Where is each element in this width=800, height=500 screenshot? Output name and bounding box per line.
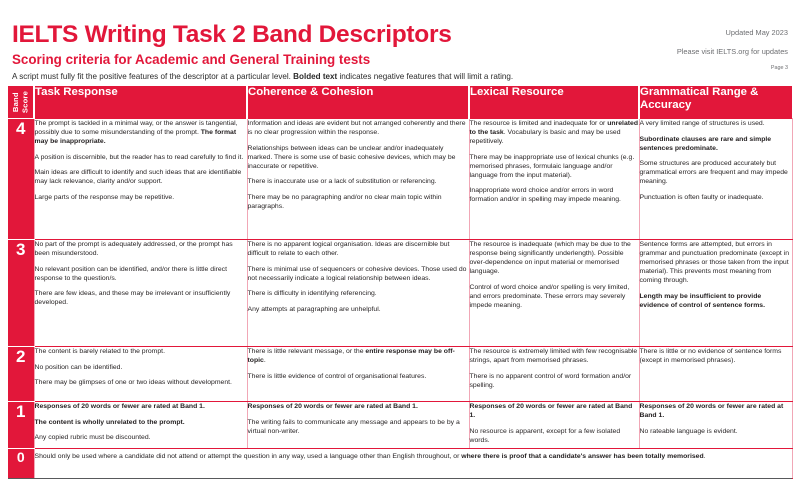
descriptor-text: There is difficulty in identifying referencing. [247, 290, 377, 298]
table-row [8, 449, 792, 479]
band-score-cell: 2 [8, 347, 34, 402]
descriptor-paragraph [248, 402, 469, 411]
descriptor-text: Punctuation is often faulty or inadequate. [639, 193, 764, 201]
descriptor-paragraph [248, 372, 469, 381]
descriptor-text: There may be inappropriate use of lexical chunks (e.g. memorised phrases, formulaic language and/or language from the input material). [469, 153, 635, 179]
descriptor-text: No relevant position can be identified, and/or there is little direct response to the question/s. [34, 265, 227, 282]
descriptor-paragraph [470, 402, 639, 420]
descriptor-text: The content is barely related to the prompt. [34, 348, 165, 355]
descriptor-cell-task-response [34, 119, 247, 240]
descriptor-paragraph [470, 372, 639, 390]
band-descriptors-table-wrap [8, 86, 792, 479]
descriptor-paragraph [248, 240, 469, 258]
band-score-cell: 4 [8, 119, 34, 240]
descriptor-cell-lexical-resource [469, 240, 639, 347]
descriptor-paragraph [640, 119, 792, 128]
descriptor-paragraph [35, 433, 247, 442]
descriptor-bold-text: Responses of 20 words or fewer are rated at Band 1. [639, 403, 784, 420]
descriptor-cell-task-response [34, 347, 247, 402]
descriptor-text: Control of word choice and/or spelling is very limited, and errors predominate. These errors may severely impede meaning. [469, 283, 630, 309]
descriptor-paragraph [35, 289, 247, 307]
descriptor-text: Information and ideas are evident but not arranged coherently and there is no clear progression within the response. [247, 120, 466, 137]
descriptor-bold-text: Length may be insufficient to provide evidence of control of sentence forms. [639, 292, 765, 309]
descriptor-paragraph [640, 402, 792, 420]
descriptor-text: A position is discernible, but the reader has to read carefully to find it. [34, 153, 244, 161]
page-number: Page 3 [770, 65, 788, 72]
descriptor-paragraph [248, 347, 469, 365]
descriptor-cell-task-response [34, 240, 247, 347]
descriptor-paragraph [35, 418, 247, 427]
descriptor-text: Large parts of the response may be repetitive. [34, 193, 175, 201]
descriptor-cell-grammatical-range [639, 402, 792, 449]
descriptor-text: There are few ideas, and these may be irrelevant or insufficiently developed. [34, 290, 231, 307]
band-score-cell: 0 [8, 449, 34, 479]
descriptor-bold-text: Subordinate clauses are rare and simple sentences predominate. [639, 135, 772, 152]
footer-rule [8, 478, 792, 479]
descriptor-text: There may be glimpses of one or two ideas without development. [34, 379, 232, 387]
descriptor-text: Main ideas are difficult to identify and such ideas that are identifiable may lack relevance, clarity and/or support. [34, 169, 242, 186]
descriptor-paragraph [35, 240, 247, 258]
descriptor-text: The writing fails to communicate any message and appears to be by a virtual non-writer. [247, 418, 460, 435]
descriptor-paragraph [35, 347, 247, 356]
descriptor-text: The resource is limited and inadequate for or [469, 120, 608, 127]
column-header-lexical-resource: Lexical Resource [469, 86, 639, 119]
descriptor-text: Any copied rubric must be discounted. [34, 434, 151, 442]
document-header [0, 0, 800, 82]
descriptor-bold-text: Responses of 20 words or fewer are rated at Band 1. [469, 403, 633, 420]
descriptor-paragraph [470, 186, 639, 204]
table-header-row [8, 86, 792, 119]
descriptor-text: There is no apparent logical organisation. Ideas are discernible but difficult to relate to each other. [247, 241, 450, 258]
descriptor-bold-text: unrelated to the task [469, 120, 639, 137]
descriptor-paragraph [248, 289, 469, 298]
descriptor-paragraph [640, 427, 792, 436]
descriptor-paragraph [248, 265, 469, 283]
descriptor-text: A very limited range of structures is used. [639, 120, 765, 127]
column-header-coherence-cohesion: Coherence & Cohesion [247, 86, 469, 119]
descriptor-paragraph [470, 347, 639, 365]
descriptor-text: Should only be used where a candidate did not attend or attempt the question in any way, used a language other than English throughout, or [34, 453, 462, 460]
descriptor-paragraph [35, 378, 247, 387]
updated-date: Updated May 2023 [725, 28, 788, 37]
descriptor-paragraph [248, 177, 469, 186]
descriptor-cell-grammatical-range [639, 347, 792, 402]
descriptor-paragraph [35, 119, 247, 146]
page-subtitle: Scoring criteria for Academic and General Training tests [12, 51, 371, 67]
descriptor-text: Sentence forms are attempted, but errors in grammar and punctuation predominate (except in memorised phrases or those taken from the input material). This prevents most meaning from coming through. [639, 241, 790, 285]
descriptor-paragraph [35, 153, 247, 162]
descriptor-text: The resource is inadequate (which may be due to the response being significantly underlength). Possible over-dependence on input material or memorised language. [469, 241, 631, 276]
descriptor-paragraph [640, 347, 792, 365]
descriptor-paragraph [640, 159, 792, 186]
descriptor-cell-coherence-cohesion [247, 119, 469, 240]
descriptor-paragraph [35, 168, 247, 186]
descriptor-text: Any attempts at paragraphing are unhelpful. [247, 305, 381, 313]
table-row [8, 347, 792, 402]
descriptor-paragraph [35, 452, 792, 461]
descriptor-bold-text: The format may be inappropriate. [34, 129, 237, 146]
descriptor-text: No rateable language is evident. [639, 427, 738, 435]
descriptor-text: Some structures are produced accurately but grammatical errors are frequent and may impede meaning. [639, 160, 788, 186]
band-head-line2: Score [20, 90, 30, 114]
descriptor-text: There is little relevant message, or the [247, 348, 366, 355]
descriptor-text: Inappropriate word choice and/or errors in word formation and/or in spelling may impede meaning. [469, 187, 621, 204]
page-title: IELTS Writing Task 2 Band Descriptors [12, 21, 452, 48]
descriptor-cell-grammatical-range [639, 240, 792, 347]
descriptor-text: No position can be identified. [34, 363, 123, 371]
descriptor-text: There is inaccurate use or a lack of substitution or referencing. [247, 178, 437, 186]
bolded-text-note [12, 72, 788, 82]
descriptor-cell-coherence-cohesion [247, 402, 469, 449]
descriptor-cell-grammatical-range [639, 119, 792, 240]
descriptor-paragraph [640, 193, 792, 202]
band-head-line1: Band [11, 92, 21, 112]
descriptor-cell-lexical-resource [469, 347, 639, 402]
descriptor-bold-text: Responses of 20 words or fewer are rated at Band 1. [34, 403, 205, 410]
descriptor-paragraph [248, 144, 469, 171]
descriptor-text: There is minimal use of sequencers or cohesive devices. Those used do not necessarily indicate a logical relationship between ideas. [247, 265, 467, 282]
descriptor-text: The resource is extremely limited with few recognisable strings, apart from memorised phrases. [469, 348, 638, 365]
column-header-grammatical-range: Grammatical Range & Accuracy [639, 86, 792, 119]
table-row [8, 240, 792, 347]
descriptor-text: No part of the prompt is adequately addressed, or the prompt has been misunderstood. [34, 241, 233, 258]
band-score-cell: 1 [8, 402, 34, 449]
descriptor-text: There is little or no evidence of sentence forms (except in memorised phrases). [639, 348, 782, 365]
band-score-cell: 3 [8, 240, 34, 347]
descriptor-paragraph [640, 240, 792, 285]
descriptor-bold-text: where there is proof that a candidate's answer has been totally memorised [461, 453, 704, 460]
descriptor-paragraph [640, 292, 792, 310]
note-bold-term: Bolded text [293, 72, 338, 82]
descriptor-cell-task-response [34, 402, 247, 449]
descriptor-text: The prompt is tackled in a minimal way, or the answer is tangential, possibly due to some misunderstanding of the prompt. [34, 120, 238, 137]
descriptor-paragraph [470, 153, 639, 180]
table-body [8, 119, 792, 479]
descriptor-paragraph [470, 119, 639, 146]
descriptor-paragraph [35, 402, 247, 411]
descriptor-text: . [703, 453, 706, 460]
band-descriptors-table [8, 86, 793, 479]
descriptor-paragraph [35, 265, 247, 283]
note-suffix: indicates negative features that will limit a rating. [337, 72, 514, 82]
descriptor-paragraph [248, 119, 469, 137]
document-meta [677, 28, 788, 72]
descriptor-paragraph [640, 135, 792, 153]
descriptor-cell-lexical-resource [469, 119, 639, 240]
descriptor-paragraph [470, 240, 639, 276]
column-header-band-score [8, 86, 34, 119]
visit-website-note: Please visit IELTS.org for updates [676, 46, 788, 56]
descriptor-bold-text: Responses of 20 words or fewer are rated at Band 1. [247, 403, 418, 410]
table-row [8, 119, 792, 240]
descriptor-cell-lexical-resource [469, 402, 639, 449]
descriptor-paragraph [248, 193, 469, 211]
descriptor-text: There may be no paragraphing and/or no clear main topic within paragraphs. [247, 193, 442, 210]
descriptor-text: . [263, 357, 266, 365]
descriptor-paragraph [470, 283, 639, 310]
descriptor-text: There is little evidence of control of organisational features. [247, 372, 427, 380]
descriptor-paragraph [248, 305, 469, 314]
descriptor-cell-full-width [34, 449, 792, 479]
descriptor-bold-text: The content is wholly unrelated to the prompt. [34, 418, 185, 426]
descriptor-paragraph [248, 418, 469, 436]
note-prefix: A script must fully fit the positive features of the descriptor at a particular level. [12, 72, 294, 82]
descriptor-paragraph [470, 427, 639, 445]
descriptor-text: Relationships between ideas can be unclear and/or inadequately marked. There is some use of basic cohesive devices, which may be inaccurate or repetitive. [247, 144, 456, 170]
descriptor-bold-text: entire response may be off-topic [247, 348, 455, 365]
descriptor-cell-coherence-cohesion [247, 347, 469, 402]
descriptor-cell-coherence-cohesion [247, 240, 469, 347]
table-row [8, 402, 792, 449]
column-header-task-response: Task Response [34, 86, 247, 119]
descriptor-text: There is no apparent control of word formation and/or spelling. [469, 372, 632, 389]
descriptor-paragraph [35, 363, 247, 372]
descriptor-text: No resource is apparent, except for a few isolated words. [469, 427, 621, 444]
descriptor-text: . Vocabulary is basic and may be used repetitively. [469, 129, 621, 146]
descriptor-paragraph [35, 193, 247, 202]
